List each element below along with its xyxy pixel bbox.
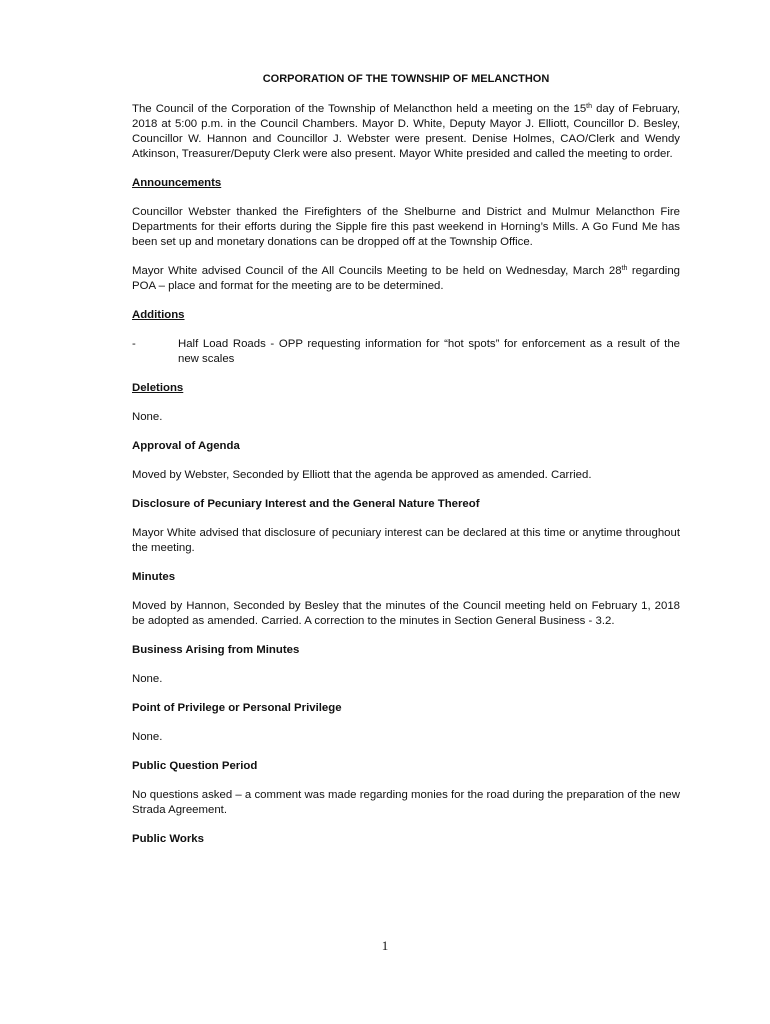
minutes-heading: Minutes (132, 571, 176, 583)
list-bullet: - (132, 338, 136, 350)
approval-heading: Approval of Agenda (132, 440, 240, 452)
intro-paragraph (132, 102, 680, 162)
approval-text: Moved by Webster, Seconded by Elliott that the agenda be approved as amended. Carried. (132, 469, 592, 481)
announcements-superscript: th (621, 265, 628, 272)
page-number: 1 (381, 938, 389, 953)
announcements-text-end: regarding POA – place and format for the meeting are to be determined. (132, 265, 681, 292)
deletions-heading: Deletions (132, 382, 184, 394)
public-question-text: No questions asked – a comment was made regarding monies for the road during the preparation of the new Strada Agreement. (132, 789, 680, 816)
document-body (132, 72, 680, 861)
privilege-text: None. (132, 731, 163, 743)
additions-list-item (132, 337, 680, 367)
intro-superscript: th (586, 103, 592, 110)
privilege-heading: Point of Privilege or Personal Privilege (132, 702, 342, 714)
announcements-paragraph-2 (132, 264, 680, 294)
disclosure-text: Mayor White advised that disclosure of pecuniary interest can be declared at this time or anytime throughout the meeting. (132, 527, 680, 554)
deletions-text: None. (132, 411, 163, 423)
additions-item-text: Half Load Roads - OPP requesting information for “hot spots” for enforcement as a result of the new scales (178, 338, 680, 365)
business-arising-heading: Business Arising from Minutes (132, 644, 300, 656)
intro-text-start: The Council of the Corporation of the Township of Melancthon held a meeting on the 15 (132, 103, 587, 115)
business-arising-text: None. (132, 673, 163, 685)
minutes-text: Moved by Hannon, Seconded by Besley that the minutes of the Council meeting held on February 1, 2018 be adopted as amended. Carried. A correction to the minutes in Section General Business - 3.2. (132, 600, 680, 627)
announcements-heading: Announcements (132, 177, 222, 189)
document-title: CORPORATION OF THE TOWNSHIP OF MELANCTHON (262, 73, 550, 85)
intro-text-end: day of February, 2018 at 5:00 p.m. in the Council Chambers. Mayor D. White, Deputy Mayor J. Elliott, Councillor D. Besley, Councillor W. Hannon and Councillor J. Webster were present. Denise Holmes, CAO/Clerk and Wendy Atkinson, Treasurer/Deputy Clerk were also present. Mayor White presided and called the meeting to order. (132, 103, 680, 160)
additions-heading: Additions (132, 309, 185, 321)
disclosure-heading: Disclosure of Pecuniary Interest and the General Nature Thereof (132, 498, 480, 510)
public-question-heading: Public Question Period (132, 760, 258, 772)
public-works-heading: Public Works (132, 833, 204, 845)
announcements-paragraph-1: Councillor Webster thanked the Firefighters of the Shelburne and District and Mulmur Melancthon Fire Departments for their efforts during the Sipple fire this past weekend in Horning’s Mills. A Go Fund Me has been set up and monetary donations can be dropped off at the Township Office. (132, 206, 680, 248)
announcements-text-start: Mayor White advised Council of the All Councils Meeting to be held on Wednesday, March 28 (132, 265, 622, 277)
